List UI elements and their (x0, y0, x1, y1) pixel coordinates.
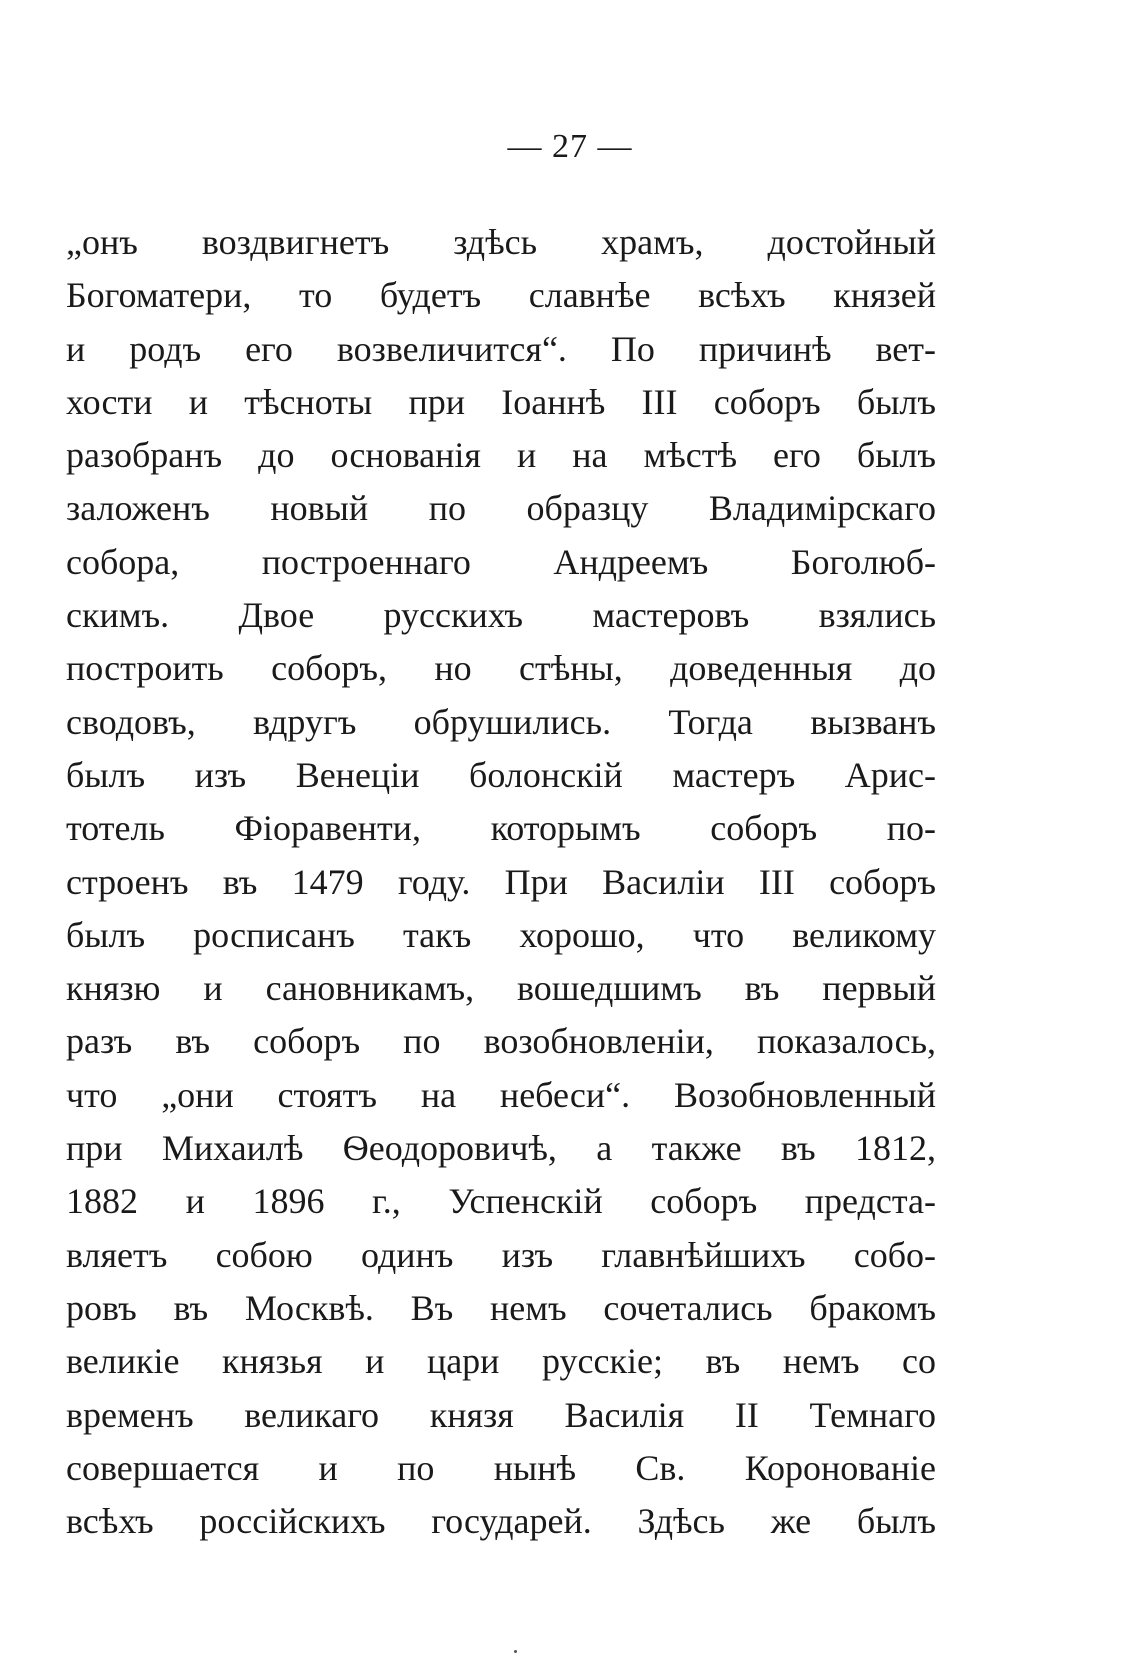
print-speck (514, 1650, 517, 1653)
text-line: „онъ воздвигнетъ здѣсь храмъ, достойный (66, 222, 936, 262)
text-line: великіе князья и цари русскіе; въ немъ со (66, 1341, 936, 1382)
text-line: вляетъ собою одинъ изъ главнѣйшихъ собо- (66, 1234, 936, 1275)
text-line: хости и тѣсноты при Іоаннѣ III соборъ былъ (66, 381, 936, 422)
text-line: князю и сановникамъ, вошедшимъ въ первый (66, 968, 936, 1009)
text-line: что „они стоятъ на небеси“. Возобновленный (66, 1074, 936, 1115)
text-line: заложенъ новый по образцу Владимірскаго (66, 488, 936, 529)
text-line: при Михаилѣ Ѳеодоровичѣ, а также въ 1812, (66, 1128, 936, 1169)
text-line: 1882 и 1896 г., Успенскій соборъ предста- (66, 1181, 936, 1222)
text-line: разобранъ до основанія и на мѣстѣ его былъ (66, 435, 936, 476)
text-line: тотель Фіоравенти, которымъ соборъ по- (66, 808, 936, 849)
text-line: былъ росписанъ такъ хорошо, что великому (66, 914, 936, 955)
page-number: — 27 — (507, 128, 633, 165)
text-line: разъ въ соборъ по возобновленіи, показалось, (66, 1021, 936, 1062)
text-line: сводовъ, вдругъ обрушились. Тогда вызванъ (66, 701, 936, 742)
text-line: и родъ его возвеличится“. По причинѣ вет- (66, 328, 936, 369)
text-line: строенъ въ 1479 году. При Василіи III соборъ (66, 861, 936, 902)
text-line: временъ великаго князя Василія II Темнаго (66, 1394, 936, 1435)
text-line: Богоматери, то будетъ славнѣе всѣхъ князей (66, 275, 936, 316)
body-text (66, 216, 936, 1548)
text-line: былъ изъ Венеціи болонскій мастеръ Арис- (66, 754, 936, 795)
text-line: совершается и по нынѣ Св. Коронованіе (66, 1447, 936, 1488)
text-line: ровъ въ Москвѣ. Въ немъ сочетались бракомъ (66, 1287, 936, 1328)
text-line: собора, построеннаго Андреемъ Боголюб- (66, 541, 936, 582)
text-line: скимъ. Двое русскихъ мастеровъ взялись (66, 595, 936, 636)
text-line: всѣхъ россійскихъ государей. Здѣсь же былъ (66, 1501, 936, 1542)
text-line: построить соборъ, но стѣны, доведенныя до (66, 648, 936, 689)
